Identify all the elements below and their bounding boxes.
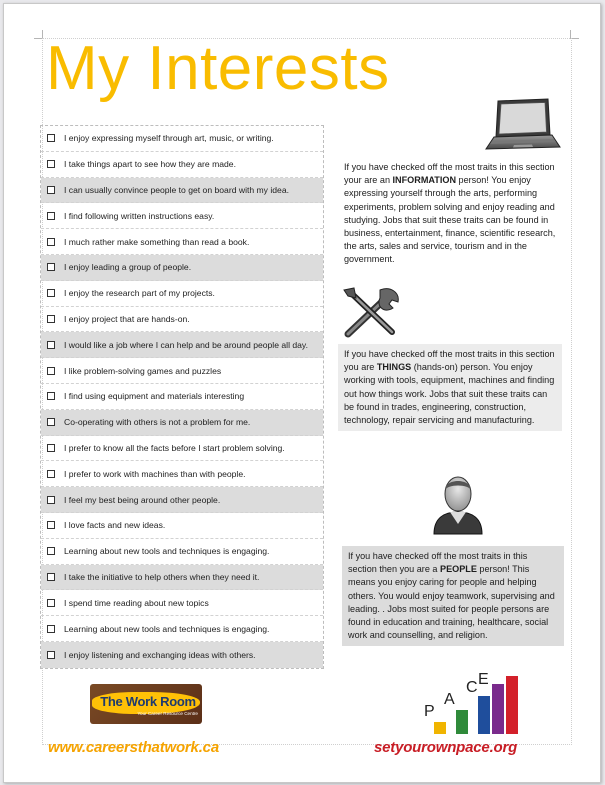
- checkbox[interactable]: [47, 470, 55, 478]
- info-text-end: person! This means you enjoy caring for people and helping others. You would enjoy teamwork, supervising and leading. . Jobs most suited for people persons are found in education and training, healthcare, social work and counselling, and religion.: [348, 564, 555, 641]
- checklist-item[interactable]: [41, 590, 323, 616]
- checklist-item[interactable]: [41, 539, 323, 565]
- pace-logo: [422, 672, 534, 734]
- checkbox[interactable]: [47, 238, 55, 246]
- checklist-item[interactable]: [41, 152, 323, 178]
- checklist-item[interactable]: [41, 332, 323, 358]
- pace-bar: [492, 684, 504, 734]
- info-text-end: person! You enjoy expressing yourself through the arts, performing experiments, problem solving and enjoy reading and studying. Jobs that suit these traits can be found in business, entertainment, finance, scientific research, the arts, sales and service, tourism and in the government.: [344, 175, 556, 265]
- info-block-things: [338, 344, 562, 431]
- checklist-item-label: I take things apart to see how they are made.: [64, 159, 236, 170]
- checklist-item[interactable]: [41, 513, 323, 539]
- pace-logo-letter: P: [424, 703, 435, 720]
- person-icon: [430, 470, 486, 536]
- checkbox[interactable]: [47, 599, 55, 607]
- checklist-item-label: I prefer to work with machines than with people.: [64, 468, 246, 479]
- checklist-item-label: I enjoy project that are hands-on.: [64, 313, 190, 324]
- checkbox[interactable]: [47, 444, 55, 452]
- work-room-logo-subtitle: Your Career Resource Centre: [137, 711, 198, 716]
- pace-bar: [434, 722, 446, 734]
- checkbox[interactable]: [47, 496, 55, 504]
- checklist-item[interactable]: [41, 487, 323, 513]
- checklist-item-label: I can usually convince people to get on board with my idea.: [64, 184, 290, 195]
- interest-checklist: [40, 125, 324, 669]
- tools-icon: [340, 286, 404, 340]
- info-text-start: If you have checked off the most traits in this section you are: [344, 349, 555, 373]
- pace-bar: [456, 710, 468, 734]
- checkbox[interactable]: [47, 186, 55, 194]
- checklist-item-label: Co-operating with others is not a problem for me.: [64, 417, 251, 428]
- checklist-item-label: I like problem-solving games and puzzles: [64, 365, 222, 376]
- checkbox[interactable]: [47, 315, 55, 323]
- checkbox[interactable]: [47, 418, 55, 426]
- pace-bar: [506, 676, 518, 734]
- checklist-item[interactable]: [41, 126, 323, 152]
- checkbox[interactable]: [47, 263, 55, 271]
- checkbox[interactable]: [47, 392, 55, 400]
- info-text-end: (hands-on) person. You enjoy working with tools, equipment, machines and finding out how things work. Jobs that suit these traits can be found in trades, engineering, construction, technology, repair servicing and manufacturing.: [344, 362, 555, 426]
- checklist-item-label: I feel my best being around other people.: [64, 494, 221, 505]
- checklist-item[interactable]: [41, 358, 323, 384]
- work-room-logo-title: The Work Room: [100, 694, 196, 709]
- checklist-item-label: I would like a job where I can help and be around people all day.: [64, 339, 308, 350]
- checklist-item[interactable]: [41, 203, 323, 229]
- checkbox[interactable]: [47, 212, 55, 220]
- checklist-item-label: Learning about new tools and techniques is engaging.: [64, 546, 270, 557]
- checkbox[interactable]: [47, 547, 55, 555]
- checklist-item-label: I enjoy the research part of my projects.: [64, 288, 215, 299]
- info-highlight: PEOPLE: [440, 564, 477, 575]
- checklist-item-label: I prefer to know all the facts before I start problem solving.: [64, 442, 285, 453]
- checklist-item-label: I love facts and new ideas.: [64, 520, 166, 531]
- checklist-item-label: I enjoy listening and exchanging ideas with others.: [64, 649, 256, 660]
- checklist-item[interactable]: [41, 565, 323, 591]
- checkbox[interactable]: [47, 289, 55, 297]
- checklist-item-label: I find following written instructions easy.: [64, 210, 215, 221]
- pace-logo-letter: A: [444, 691, 455, 708]
- checklist-item[interactable]: [41, 229, 323, 255]
- checklist-item[interactable]: [41, 461, 323, 487]
- checklist-item[interactable]: [41, 436, 323, 462]
- checklist-item[interactable]: [41, 410, 323, 436]
- checkbox[interactable]: [47, 573, 55, 581]
- checklist-item[interactable]: [41, 178, 323, 204]
- checklist-item[interactable]: [41, 307, 323, 333]
- pace-logo-letter: C: [466, 679, 478, 696]
- set-your-own-pace-link[interactable]: setyourownpace.org: [374, 739, 518, 756]
- page-title: My Interests: [46, 34, 390, 103]
- info-block-information: [338, 157, 566, 271]
- info-highlight: INFORMATION: [392, 175, 457, 186]
- checklist-item-label: I enjoy expressing myself through art, music, or writing.: [64, 133, 274, 144]
- laptop-icon: [482, 97, 562, 153]
- checkbox[interactable]: [47, 341, 55, 349]
- pace-bar: [478, 696, 490, 734]
- checklist-item[interactable]: [41, 616, 323, 642]
- checklist-item[interactable]: [41, 281, 323, 307]
- checkbox[interactable]: [47, 521, 55, 529]
- checklist-item[interactable]: [41, 642, 323, 668]
- checklist-item-label: I find using equipment and materials interesting: [64, 391, 245, 402]
- checklist-item-label: I take the initiative to help others when they need it.: [64, 571, 260, 582]
- document-page: [3, 3, 601, 783]
- info-highlight: THINGS: [376, 362, 412, 373]
- info-text-start: If you have checked off the most traits in this section your are an: [344, 162, 555, 186]
- checkbox[interactable]: [47, 625, 55, 633]
- work-room-logo: [90, 684, 202, 724]
- checklist-item-label: I spend time reading about new topics: [64, 597, 209, 608]
- checklist-item-label: I much rather make something than read a book.: [64, 236, 250, 247]
- checkbox[interactable]: [47, 367, 55, 375]
- checkbox[interactable]: [47, 160, 55, 168]
- checklist-item[interactable]: [41, 255, 323, 281]
- careers-that-work-link[interactable]: www.careersthatwork.ca: [48, 739, 219, 756]
- info-text-start: If you have checked off the most traits in this section then you are a: [348, 551, 528, 575]
- checklist-item[interactable]: [41, 384, 323, 410]
- info-block-people: [342, 546, 564, 646]
- checklist-item-label: Learning about new tools and techniques is engaging.: [64, 623, 270, 634]
- checkbox[interactable]: [47, 651, 55, 659]
- checkbox[interactable]: [47, 134, 55, 142]
- checklist-item-label: I enjoy leading a group of people.: [64, 262, 192, 273]
- pace-logo-letter: E: [478, 672, 489, 688]
